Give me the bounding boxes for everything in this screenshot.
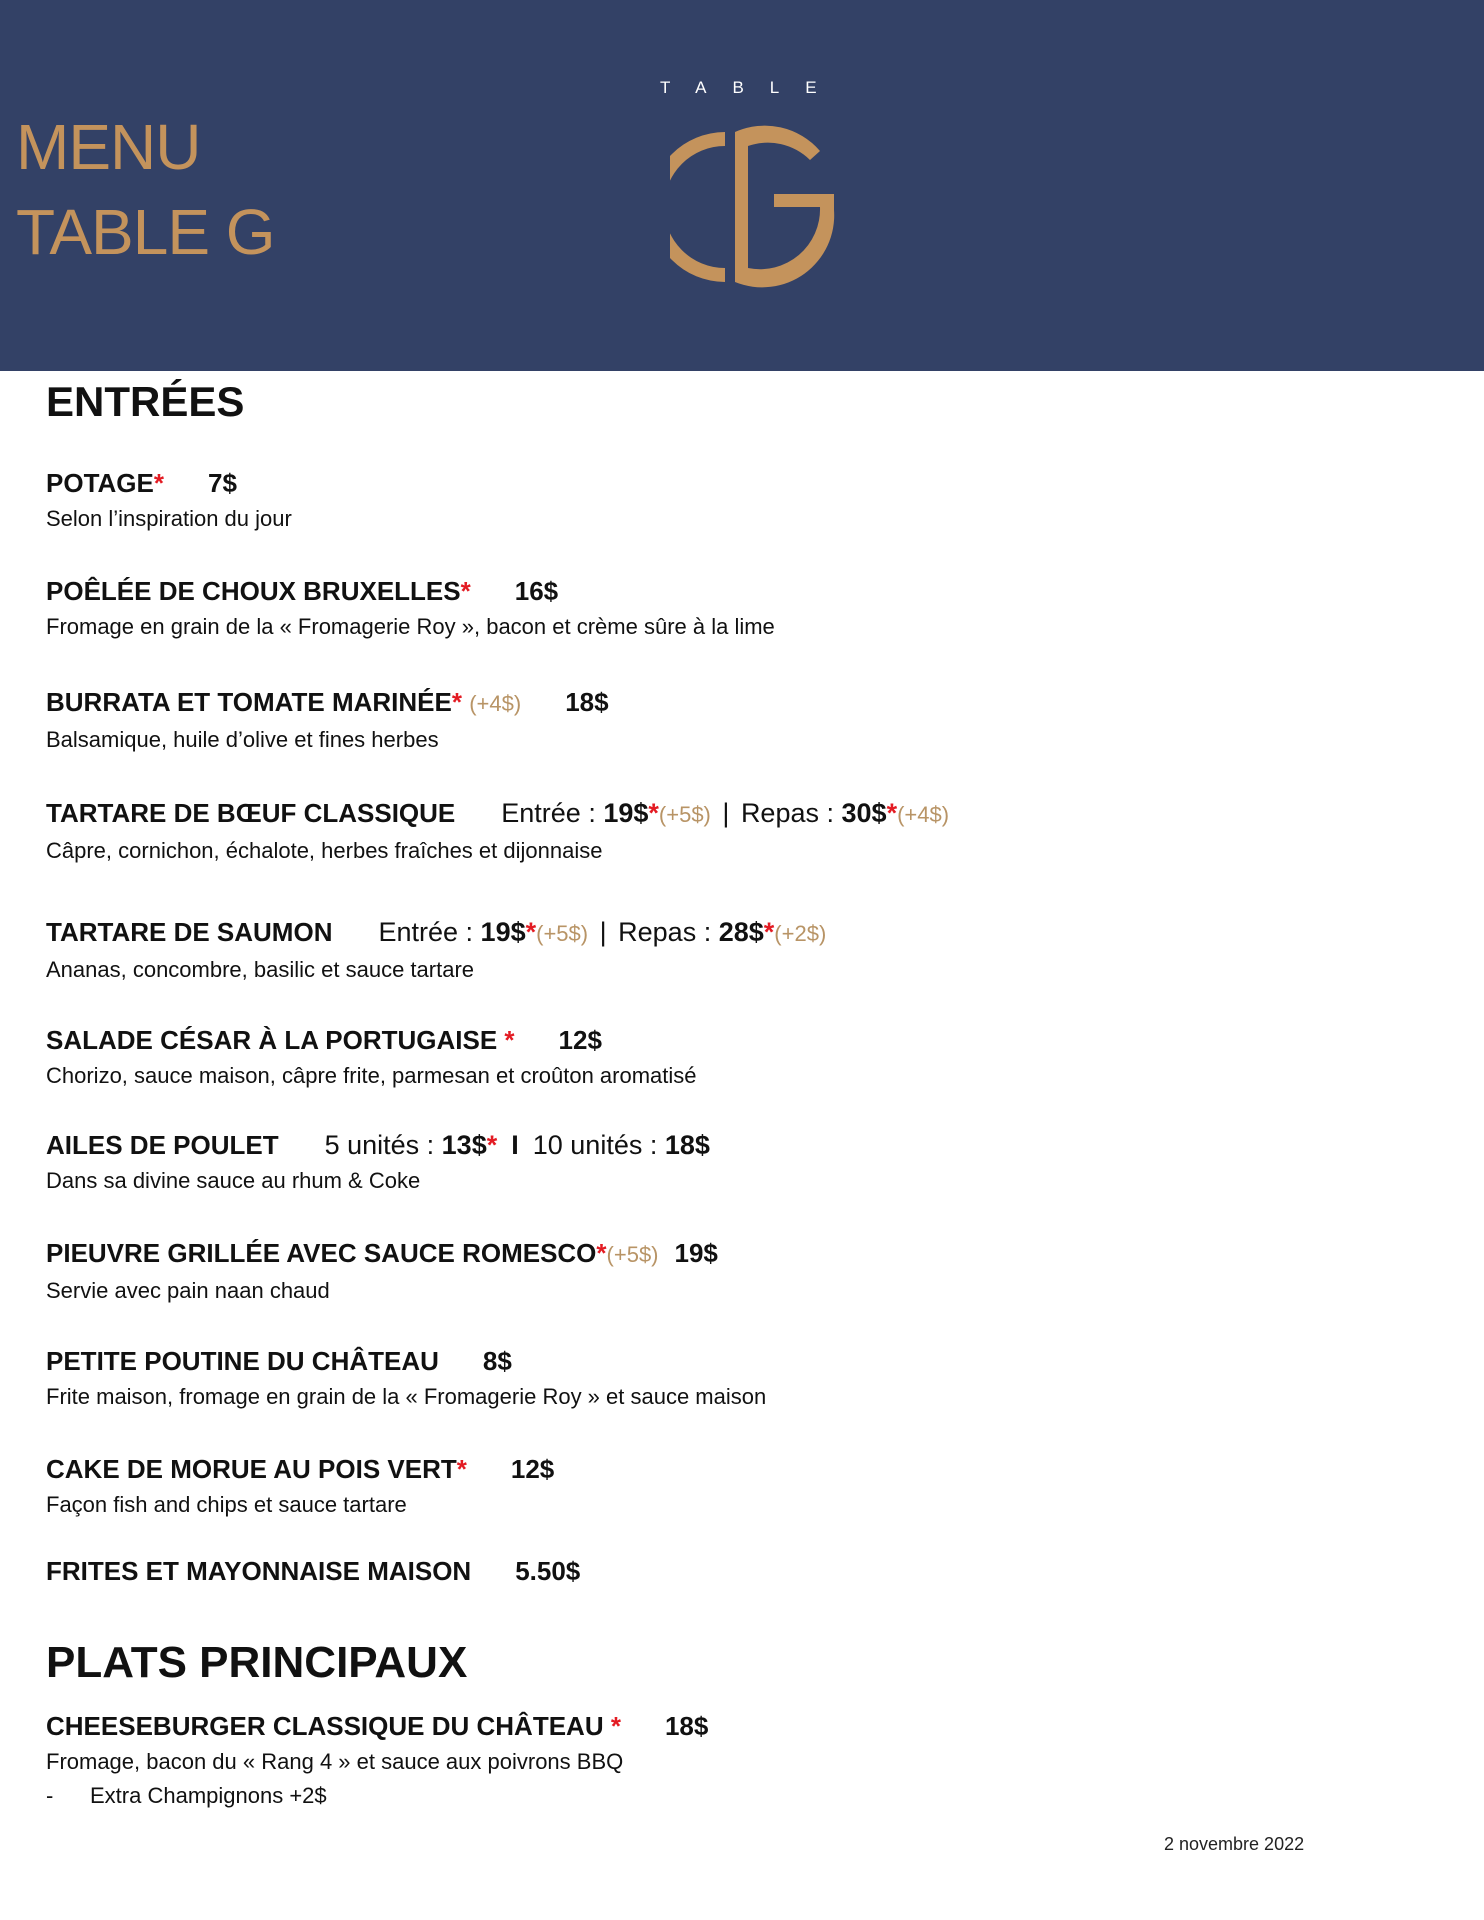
item-star: * <box>486 1130 498 1160</box>
section-title-entrees: ENTRÉES <box>46 378 245 425</box>
item-name: POÊLÉE DE CHOUX BRUXELLES <box>46 576 461 606</box>
item-price: 18$ <box>664 1711 709 1741</box>
variant-separator: I <box>511 1130 519 1160</box>
menu-item-potage <box>46 467 1426 533</box>
item-name: BURRATA ET TOMATE MARINÉE <box>46 687 452 717</box>
variant-10-label: 10 unités : <box>532 1130 665 1160</box>
item-supplement: (+5$) <box>606 1242 659 1267</box>
menu-item-salade-cesar <box>46 1024 1426 1090</box>
item-star: * <box>451 687 462 717</box>
item-variants <box>325 1130 710 1160</box>
item-star: * <box>153 468 164 498</box>
item-heading <box>46 1024 1426 1056</box>
item-description: Dans sa divine sauce au rhum & Coke <box>46 1168 421 1193</box>
item-description: Servie avec pain naan chaud <box>46 1278 330 1303</box>
item-name: TARTARE DE BŒUF CLASSIQUE <box>46 798 456 828</box>
variant-entree-label: Entrée : <box>501 798 604 828</box>
table-g-logo-icon <box>670 120 840 290</box>
item-price: 7$ <box>207 468 237 498</box>
item-price: 16$ <box>514 576 559 606</box>
item-heading <box>46 1237 1426 1271</box>
item-name: TARTARE DE SAUMON <box>46 917 333 947</box>
item-heading <box>46 686 1426 720</box>
item-star: * <box>763 917 775 947</box>
variant-10-price: 18$ <box>664 1130 710 1160</box>
footer-date: 2 novembre 2022 <box>1164 1834 1305 1854</box>
menu-item-cheeseburger <box>46 1710 1426 1810</box>
menu-item-frites <box>46 1555 1426 1587</box>
item-description: Fromage en grain de la « Fromagerie Roy », bacon et crème sûre à la lime <box>46 614 775 639</box>
menu-item-pieuvre <box>46 1237 1426 1305</box>
item-option <box>46 1782 1426 1810</box>
item-supplement: (+5$) <box>658 802 711 827</box>
item-supplement: (+4$) <box>469 691 522 716</box>
variant-5-label: 5 unités : <box>324 1130 442 1160</box>
menu-item-poutine <box>46 1345 1426 1411</box>
item-price: 18$ <box>565 687 609 717</box>
item-description: Balsamique, huile d’olive et fines herbes <box>46 727 439 752</box>
item-price: 8$ <box>482 1346 512 1376</box>
menu-item-tartare-boeuf <box>46 797 1426 865</box>
menu-title-line1: MENU <box>16 111 201 183</box>
item-description: Ananas, concombre, basilic et sauce tartare <box>46 957 475 982</box>
item-supplement: (+2$) <box>774 921 827 946</box>
item-heading <box>46 1710 1426 1742</box>
item-star: * <box>504 1025 515 1055</box>
item-heading <box>46 1453 1426 1485</box>
menu-item-burrata <box>46 686 1426 754</box>
variant-repas-price: 30$ <box>841 798 887 828</box>
item-name: PETITE POUTINE DU CHÂTEAU <box>46 1346 439 1376</box>
item-description: Câpre, cornichon, échalote, herbes fraîches et dijonnaise <box>46 838 603 863</box>
variant-entree-price: 19$ <box>603 798 649 828</box>
item-supplement: (+4$) <box>897 802 950 827</box>
menu-item-cake-morue <box>46 1453 1426 1519</box>
item-name: PIEUVRE GRILLÉE AVEC SAUCE ROMESCO <box>46 1238 597 1268</box>
item-name: FRITES ET MAYONNAISE MAISON <box>46 1556 472 1586</box>
variant-repas-label: Repas : <box>618 917 719 947</box>
bullet-dash: - <box>46 1783 54 1808</box>
item-heading <box>46 575 1426 607</box>
variant-separator: | <box>599 917 607 947</box>
item-variants <box>378 917 826 947</box>
item-description: Frite maison, fromage en grain de la « Fromagerie Roy » et sauce maison <box>46 1384 767 1409</box>
variant-entree-label: Entrée : <box>378 917 481 947</box>
item-star: * <box>456 1454 467 1484</box>
item-heading <box>46 1345 1426 1377</box>
item-star: * <box>610 1711 621 1741</box>
variant-separator: | <box>722 798 730 828</box>
logo-wordmark: TABLE <box>660 78 843 97</box>
menu-item-choux-bruxelles <box>46 575 1426 641</box>
item-name: SALADE CÉSAR À LA PORTUGAISE <box>46 1025 505 1055</box>
item-option-text: Extra Champignons +2$ <box>90 1783 327 1808</box>
item-heading <box>46 916 1426 950</box>
section-title-plats-principaux: PLATS PRINCIPAUX <box>46 1638 468 1687</box>
item-star: * <box>596 1238 607 1268</box>
item-description: Chorizo, sauce maison, câpre frite, parmesan et croûton aromatisé <box>46 1063 697 1088</box>
item-star: * <box>648 798 659 828</box>
item-price: 19$ <box>674 1238 718 1268</box>
item-description: Selon l’inspiration du jour <box>46 506 292 531</box>
item-heading <box>46 797 1426 831</box>
item-name: POTAGE <box>46 468 154 498</box>
item-star: * <box>886 798 898 828</box>
item-star: * <box>525 917 537 947</box>
item-description: Fromage, bacon du « Rang 4 » et sauce aux poivrons BBQ <box>46 1749 624 1774</box>
variant-entree-price: 19$ <box>480 917 526 947</box>
variant-repas-price: 28$ <box>718 917 764 947</box>
item-variants <box>501 798 949 828</box>
menu-title-line2: TABLE G <box>16 196 275 268</box>
item-heading <box>46 1555 1426 1587</box>
item-price: 12$ <box>558 1025 602 1055</box>
item-name: AILES DE POULET <box>46 1130 279 1160</box>
item-name: CAKE DE MORUE AU POIS VERT <box>46 1454 457 1484</box>
variant-repas-label: Repas : <box>740 798 842 828</box>
item-price: 5.50$ <box>515 1556 581 1586</box>
item-price: 12$ <box>510 1454 555 1484</box>
menu-item-tartare-saumon <box>46 916 1426 984</box>
menu-item-ailes-poulet <box>46 1129 1426 1195</box>
header-banner <box>0 0 1484 371</box>
item-star: * <box>460 576 471 606</box>
item-name: CHEESEBURGER CLASSIQUE DU CHÂTEAU <box>46 1711 611 1741</box>
item-description: Façon fish and chips et sauce tartare <box>46 1492 407 1517</box>
item-heading <box>46 1129 1426 1161</box>
variant-5-price: 13$ <box>441 1130 487 1160</box>
item-supplement: (+5$) <box>536 921 589 946</box>
item-heading <box>46 467 1426 499</box>
